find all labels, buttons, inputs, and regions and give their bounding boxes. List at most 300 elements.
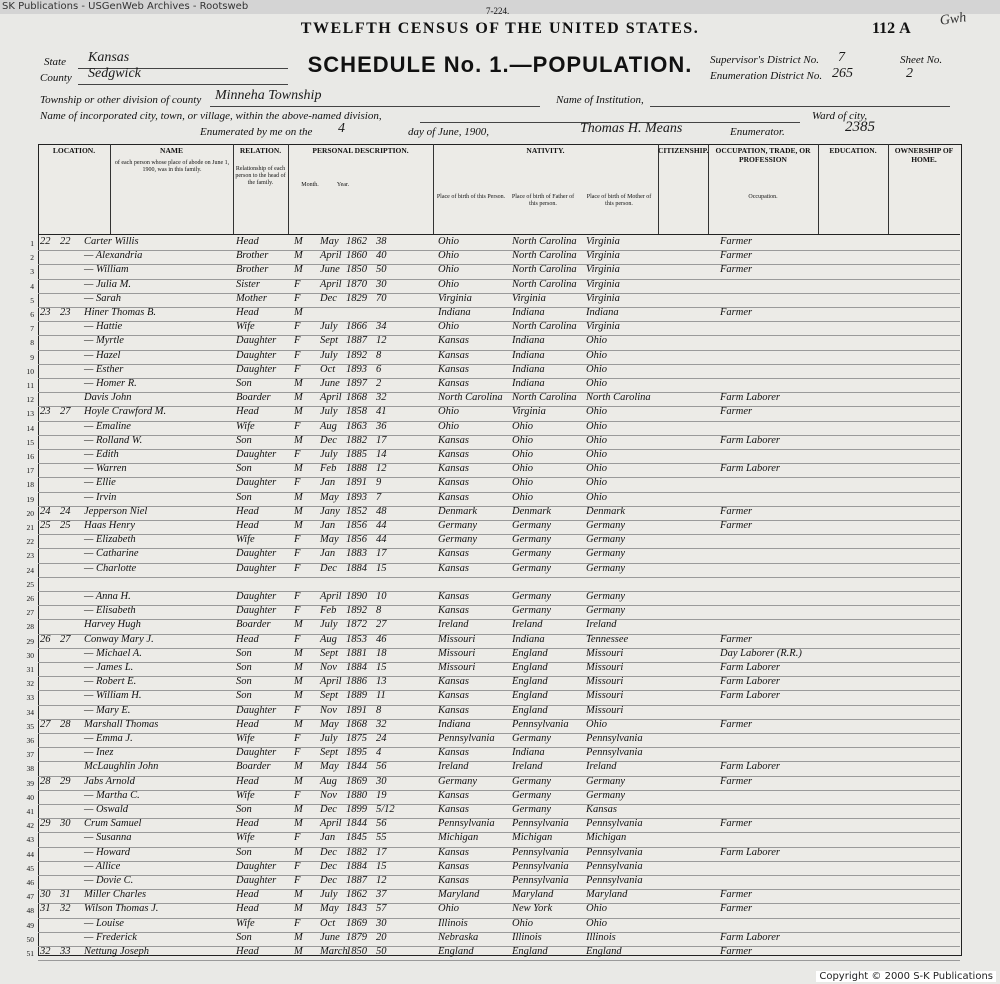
cell-age: 50 [376,946,387,957]
name-instructions: of each person whose place of abode on June 1, 1900, was in this family. [114,160,230,173]
cell-bp: Kansas [438,875,469,886]
table-row [26,903,960,918]
cell-mo: Aug [320,420,337,432]
cell-fam: 32 [60,903,71,915]
cell-rel: Head [236,946,259,957]
cell-sex: F [294,534,301,546]
head-education: EDUCATION. [829,146,877,155]
cell-bp: Kansas [438,449,469,460]
cell-sex: F [294,449,301,460]
cell-fbp: Germany [512,605,552,617]
line-number: 50 [26,934,34,944]
line-number: 38 [26,764,34,774]
cell-name: Carter Willis [84,236,139,247]
cell-sex: M [294,264,303,276]
cell-mo: May [320,236,339,247]
cell-age: 9 [376,477,382,489]
cell-bp: Illinois [438,917,468,929]
cell-yr: 1897 [346,378,367,389]
day-label: day of June, 1900, [408,126,489,138]
cell-sex: F [294,733,301,744]
cell-yr: 1856 [346,520,367,531]
cell-mo: July [320,406,338,418]
cell-fbp: North Carolina [512,264,577,276]
cell-bp: Germany [438,520,478,531]
cell-yr: 1843 [346,903,367,915]
cell-bp: Kansas [438,335,469,347]
cell-name: Hoyle Crawford M. [84,406,167,418]
supervisor-value: 7 [838,50,845,65]
cell-bp: Kansas [438,690,469,702]
day-value: 4 [338,121,345,136]
cell-yr: 1889 [346,690,367,702]
line-number: 41 [26,807,34,816]
cell-age: 41 [376,406,387,418]
cell-bp: Kansas [438,704,469,716]
cell-mbp: Germany [586,789,626,801]
cell-sex: M [294,434,303,446]
head-citizenship: CITIZENSHIP. [658,146,709,155]
cell-bp: Denmark [438,505,478,517]
cell-mo: April [320,392,342,404]
cell-name: — Martha C. [84,789,140,801]
cell-age: 24 [376,733,387,744]
table-row [26,378,960,393]
cell-sex: M [294,520,303,531]
line-number: 21 [26,523,34,532]
line-number: 45 [26,863,34,873]
table-row [26,591,960,606]
cell-mo: May [320,534,339,546]
cell-occ: Farmer [720,775,753,787]
cell-age: 8 [376,349,382,361]
line-number: 14 [26,423,34,433]
line-number: 12 [26,395,34,405]
line-number: 29 [26,636,34,646]
census-title: TWELFTH CENSUS OF THE UNITED STATES. [300,20,700,37]
cell-rel: Son [236,378,252,389]
cell-yr: 1882 [346,846,367,858]
cell-age: 44 [376,520,387,531]
cell-bp: Germany [438,534,478,546]
table-row [30,264,960,279]
cell-rel: Wife [236,534,255,546]
cell-rel: Son [236,676,252,688]
table-row [26,846,960,862]
line-number: 23 [26,551,34,561]
cell-fbp: England [512,647,548,659]
table-row [30,278,960,294]
cell-mbp: Virginia [586,278,620,290]
cell-dw: 30 [40,889,51,901]
line-number: 11 [26,381,34,390]
cell-fbp: Germany [512,591,552,602]
cell-fbp: Indiana [512,307,545,318]
line-number: 9 [30,352,34,362]
cell-fbp: New York [512,903,553,915]
line-number: 40 [26,792,34,802]
cell-name: — Louise [84,917,124,929]
head-relation: RELATION. [239,146,282,155]
cell-rel: Head [236,818,259,830]
cell-sex: M [294,406,303,418]
cell-sex: M [294,903,303,915]
cell-sex: M [294,761,303,773]
cell-mbp: Ohio [586,449,607,460]
cell-name: — Irvin [84,491,117,503]
cell-name: — William H. [84,690,142,702]
line-number: 25 [26,579,34,589]
cell-yr: 1862 [346,236,367,247]
cell-mbp: Germany [586,591,626,602]
cell-rel: Head [236,236,259,247]
head-ownership: OWNERSHIP OF HOME. [894,146,954,164]
table-row [26,747,960,762]
cell-age: 15 [376,662,387,673]
cell-fbp: Germany [512,804,552,815]
cell-mo: Jan [320,832,336,844]
cell-bp: Kansas [438,860,469,872]
cell-sex: M [294,619,303,631]
cell-yr: 1886 [346,676,367,688]
cell-yr: 1862 [346,889,367,901]
cell-fbp: Virginia [512,406,546,418]
cell-sex: M [294,250,303,262]
cell-occ: Farmer [720,889,753,901]
cell-fbp: Ohio [512,477,533,489]
cell-bp: Missouri [438,647,476,659]
cell-rel: Daughter [236,477,277,489]
cell-sex: F [294,562,301,574]
cell-occ: Farmer [720,818,753,830]
cell-mbp: Ireland [586,619,617,631]
cell-mbp: Ohio [586,406,607,418]
cell-sex: F [294,747,301,759]
cell-fbp: Maryland [512,889,554,901]
cell-sex: F [294,633,301,645]
cell-yr: 1872 [346,619,367,631]
cell-age: 12 [376,463,387,475]
cell-mo: May [320,718,339,730]
cell-bp: Kansas [438,463,469,475]
cell-fbp: Illinois [512,931,542,943]
cell-bp: Ohio [438,420,459,432]
cell-yr: 1869 [346,917,367,929]
cell-mo: Dec [320,562,337,574]
cell-name: — James L. [84,662,134,673]
cell-rel: Boarder [236,619,271,631]
cell-sex: F [294,832,301,844]
cell-fbp: North Carolina [512,250,577,262]
cell-name: — Allice [84,860,121,872]
cell-age: 8 [376,704,382,716]
cell-mbp: Indiana [586,307,619,318]
cell-mo: Sept [320,647,339,659]
cell-occ: Farmer [720,946,753,957]
line-number: 26 [26,594,34,603]
cell-fbp: Ohio [512,449,533,460]
cell-sex: M [294,662,303,673]
cell-name: — Mary E. [84,704,131,716]
cell-fbp: Germany [512,789,552,801]
cell-mbp: Missouri [586,704,624,716]
cell-mo: June [320,931,340,943]
cell-fbp: Michigan [512,832,553,844]
cell-mbp: Germany [586,562,626,574]
cell-fbp: England [512,946,548,957]
cell-fam: 30 [60,818,71,830]
cell-rel: Boarder [236,392,271,404]
cell-bp: Kansas [438,591,469,602]
cell-fbp: Ireland [512,761,543,773]
cell-mo: Sept [320,747,339,759]
cell-name: — Emma J. [84,733,133,744]
cell-occ: Farmer [720,903,753,915]
cell-yr: 1868 [346,718,367,730]
cell-name: — Catharine [84,548,139,560]
line-number: 51 [26,949,34,958]
table-row [26,931,960,947]
table-row [26,577,960,592]
cell-occ: Farm Laborer [720,761,780,773]
cell-name: — Michael A. [84,647,142,659]
cell-mo: July [320,349,338,361]
cell-yr: 1852 [346,505,367,517]
cell-age: 30 [376,917,387,929]
cell-fbp: Pennsylvania [512,718,569,730]
cell-age: 36 [376,420,387,432]
line-number: 36 [26,736,34,745]
line-number: 5 [30,295,34,305]
year-head: Year. [336,182,350,188]
cell-name: Harvey Hugh [84,619,141,631]
table-row [30,335,960,350]
sheet-value: 2 [906,66,913,81]
cell-mbp: Germany [586,534,626,546]
line-number: 3 [30,267,34,277]
enumeration-label: Enumeration District No. [710,70,823,82]
cell-age: 13 [376,676,387,688]
cell-age: 40 [376,250,387,262]
line-number: 10 [26,366,34,376]
cell-mo: Dec [320,804,337,815]
cell-name: Miller Charles [84,889,147,901]
cell-sex: F [294,477,301,489]
cell-fam: 28 [60,718,71,730]
cell-mo: June [320,264,340,276]
line-number: 15 [26,437,34,447]
cell-bp: Kansas [438,363,469,375]
cell-mbp: Ireland [586,761,617,773]
cell-fbp: Pennsylvania [512,818,569,830]
cell-occ: Farm Laborer [720,392,780,404]
cell-name: — Robert E. [84,676,137,688]
line-number: 7 [30,324,34,334]
cell-sex: F [294,548,301,560]
township-label: Township or other division of county [40,94,202,106]
cell-occ: Farmer [720,307,753,318]
cell-yr: 1870 [346,278,367,290]
cell-mo: Sept [320,690,339,702]
cell-mbp: Ohio [586,463,607,475]
cell-dw: 28 [40,775,51,787]
cell-sex: M [294,818,303,830]
line-number: 34 [26,707,34,717]
birthplace-father-head: Place of birth of Father of this person. [511,194,575,207]
table-row [26,491,960,507]
cell-age: 8 [376,605,382,617]
cell-age: 4 [376,747,382,759]
cell-mo: April [320,818,342,830]
cell-name: Nettung Joseph [84,946,150,957]
cell-mbp: Virginia [586,264,620,276]
cell-sex: M [294,718,303,730]
cell-sex: F [294,420,301,432]
cell-sex: F [294,349,301,361]
line-number: 31 [26,665,34,674]
cell-mbp: Ohio [586,718,607,730]
cell-name: — Anna H. [84,591,131,602]
cell-sex: M [294,505,303,517]
cell-bp: Kansas [438,562,469,574]
cell-bp: Kansas [438,491,469,503]
cell-rel: Mother [236,292,267,304]
cell-rel: Brother [236,264,269,276]
cell-rel: Sister [236,278,260,290]
cell-bp: Kansas [438,378,469,389]
cell-yr: 1881 [346,647,367,659]
table-row [26,818,960,833]
table-row [26,662,960,677]
cell-occ: Farm Laborer [720,690,780,702]
head-location: LOCATION. [52,146,96,155]
line-number: 32 [26,679,34,689]
cell-yr: 1868 [346,392,367,404]
cell-name: — Sarah [84,292,122,304]
cell-name: — Hattie [84,321,123,333]
cell-dw: 23 [40,307,51,318]
table-row [30,307,960,322]
cell-fbp: Pennsylvania [512,860,569,872]
cell-fam: 22 [60,236,71,247]
cell-yr: 1884 [346,662,367,673]
line-number: 18 [26,480,34,490]
cell-rel: Son [236,662,252,673]
cell-occ: Farmer [720,236,753,247]
cell-bp: Kansas [438,349,469,361]
cell-rel: Daughter [236,363,277,375]
table-row [30,292,960,308]
table-row [26,946,960,961]
cell-fbp: England [512,704,548,716]
cell-yr: 1890 [346,591,367,602]
cell-yr: 1829 [346,292,367,304]
cell-age: 50 [376,264,387,276]
cell-fbp: North Carolina [512,236,577,247]
cell-occ: Farm Laborer [720,463,780,475]
cell-fbp: England [512,676,548,688]
cell-age: 38 [376,236,387,247]
cell-mbp: Pennsylvania [586,747,643,759]
cell-rel: Son [236,690,252,702]
cell-mbp: Tennessee [586,633,629,645]
cell-yr: 1850 [346,946,367,957]
cell-sex: M [294,378,303,389]
cell-age: 57 [376,903,387,915]
cell-dw: 23 [40,406,51,418]
cell-dw: 32 [40,946,51,957]
cell-yr: 1892 [346,349,367,361]
cell-age: 30 [376,278,387,290]
head-personal: PERSONAL DESCRIPTION. [312,146,409,155]
cell-sex: F [294,363,301,375]
cell-rel: Wife [236,832,255,844]
cell-mbp: Missouri [586,647,624,659]
ward-label: Ward of city, [812,110,868,122]
cell-mbp: Virginia [586,321,620,333]
cell-age: 32 [376,718,387,730]
cell-rel: Head [236,307,259,318]
cell-name: — Homer R. [84,378,137,389]
cell-mo: July [320,619,338,631]
cell-mbp: Michigan [586,832,627,844]
cell-rel: Daughter [236,562,277,574]
cell-bp: North Carolina [438,392,503,404]
cell-fbp: Germany [512,775,552,787]
cell-rel: Daughter [236,704,277,716]
cell-mbp: Maryland [586,889,628,901]
cell-mo: April [320,676,342,688]
line-number: 28 [26,622,34,632]
cell-mo: Nov [320,789,337,801]
cell-yr: 1893 [346,491,367,503]
county-value: Sedgwick [88,66,141,81]
cell-mo: Sept [320,335,339,347]
cell-rel: Brother [236,250,269,262]
cell-fbp: North Carolina [512,278,577,290]
cell-yr: 1858 [346,406,367,418]
cell-fbp: Ireland [512,619,543,631]
cell-mbp: Ohio [586,917,607,929]
cell-dw: 25 [40,520,51,531]
cell-age: 17 [376,846,387,858]
cell-fam: 29 [60,775,71,787]
copyright-caption: Copyright © 2000 S-K Publications [816,971,996,982]
cell-name: Davis John [84,392,132,404]
cell-dw: 29 [40,818,51,830]
cell-mo: April [320,250,342,262]
table-row [26,647,960,663]
cell-yr: 1869 [346,775,367,787]
birthplace-person-head: Place of birth of this Person. [436,194,506,200]
cell-yr: 1879 [346,931,367,943]
cell-age: 6 [376,363,382,375]
cell-rel: Son [236,804,252,815]
cell-mbp: Ohio [586,420,607,432]
cell-rel: Daughter [236,605,277,617]
enumerator-label: Enumerator. [730,126,785,138]
cell-age: 15 [376,860,387,872]
enumerator-value: Thomas H. Means [580,121,683,136]
cell-rel: Son [236,846,252,858]
cell-age: 20 [376,931,387,943]
line-number: 33 [26,693,34,703]
table-row [26,520,960,535]
cell-mbp: Illinois [586,931,616,943]
cell-age: 27 [376,619,387,631]
cell-yr: 1884 [346,562,367,574]
cell-yr: 1863 [346,420,367,432]
